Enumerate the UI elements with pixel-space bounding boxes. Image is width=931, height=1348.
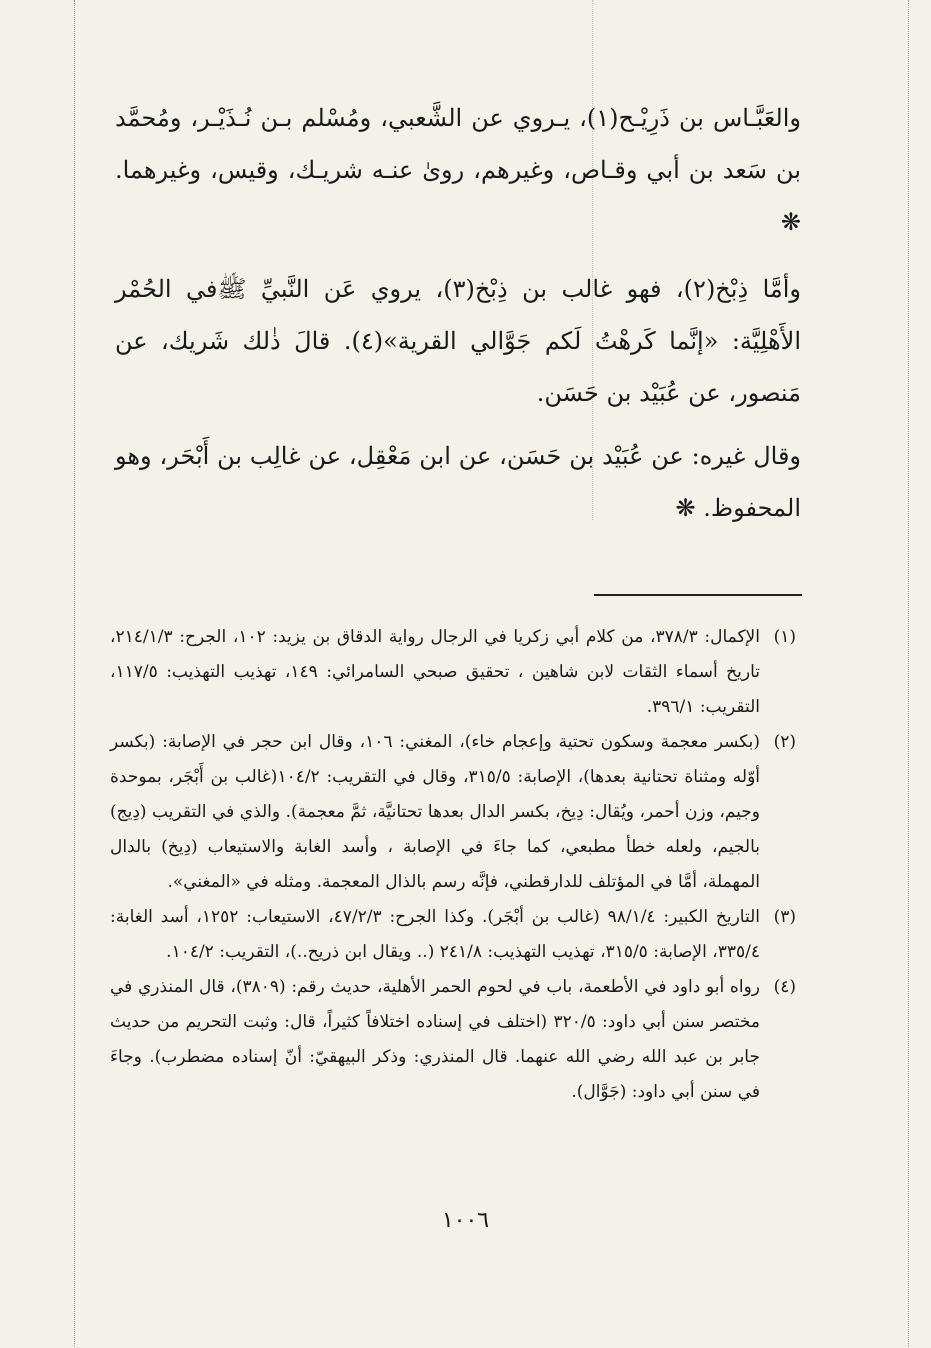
footnote-text: (بكسر معجمة وسكون تحتية وإعجام خاء)، المغني: ١٠٦، وقال ابن حجر في الإصابة: (بكسر أوّله ومثناة تحتانية بعدها)، الإصابة: ٣١٥/٥، وقال في التقريب: ١٠٤/٢(غالب بن أَبْجَر، بموحدة وجيم، وزن أحمر، ويُقال: دِيخ، بكسر الدال بعدها تحتانيَّة، ثمَّ معجمة). والذي في التقريب (دِيج) بالجيم، ولعله خطأ مطبعي، كما جاءَ في الإصابة ، وأسد الغابة والاستيعاب (دِيخ) بالدال المهملة، أمَّا في المؤتلف للدارقطني، فإنَّه رسم بالذال المعجمة. ومثله في «المغني». <box>110 732 761 892</box>
footnote-4 <box>110 970 796 1110</box>
page-number: ١٠٠٦ <box>441 1208 490 1233</box>
footnote-text: التاريخ الكبير: ٩٨/١/٤ (غالب بن أبْجَر). وكذا الجرح: ٤٧/٢/٣، الاستيعاب: ١٢٥٢، أسد الغابة: ٣٣٥/٤، الإصابة: ٣١٥/٥، تهذيب التهذيب: ٢٤١/٨ (.. ويقال ابن ذريح..)، التقريب: ١٠٤/٢. <box>110 907 761 962</box>
main-paragraph-3 <box>115 430 801 534</box>
main-paragraph-1 <box>115 92 801 248</box>
scan-edge-right <box>908 0 909 1348</box>
footnote-3 <box>110 900 796 970</box>
footnote-text: رواه أبو داود في الأطعمة، باب في لحوم الحمر الأهلية، حديث رقم: (٣٨٠٩)، قال المنذري في مختصر سنن أبي داود: ٣٢٠/٥ (اختلف في إسناده اختلافاً كثيراً، قال: وثبت التحريم من حديث جابر بن عبد الله رضي الله عنهما. قال المنذري: وذكر البيهقيّ: أنّ إسناده مضطرب). وجاءَ في سنن أبي داود: (جَوَّال). <box>110 977 761 1102</box>
scan-edge-left <box>74 0 75 1348</box>
paragraph-text: والعَبَّـاس بن ذَرِيْـح(١)، يـروي عن الشَّعبي، ومُسْلم بـن نُـذَيْـر، ومُحمَّد بن سَعد بن أبي وقـاص، وغيرهم، روىٰ عنـه شريـك، وقيس، وغيرهما. ❋ <box>115 104 801 236</box>
footnote-2 <box>110 725 796 900</box>
footnote-text: الإكمال: ٣٧٨/٣، من كلام أبي زكريا في الرجال رواية الدقاق بن يزيد: ١٠٢، الجرح: ٢١٤/١/٣، تاريخ أسماء الثقات لابن شاهين ، تحقيق صبحي السامرائي: ١٤٩، تهذيب التهذيب: ١١٧/٥، التقريب: ٣٩٦/١. <box>110 627 760 717</box>
footnote-number: (٢) <box>773 732 796 752</box>
paragraph-text: وأمَّا ذِبْخ(٢)، فهو غالب بن ذِبْخ(٣)، يروي عَن النَّبيِّ ﷺفي الحُمْر الأَهْلِيَّة: «إنَّما كَرهْتُ لَكم جَوَّالي القرية»(٤). قالَ ذٰلك شَريك، عن مَنصور، عن عُبَيْد بن حَسَن. <box>115 275 801 407</box>
footnote-number: (٤) <box>773 977 796 997</box>
footnote-number: (١) <box>773 627 796 647</box>
footnote-1 <box>110 620 796 725</box>
paragraph-text: وقال غيره: عن عُبَيْد بن حَسَن، عن ابن مَعْقِل، عن غالِب بن أَبْحَر، وهو المحفوظ. ❋ <box>115 442 801 522</box>
footnote-number: (٣) <box>773 907 796 927</box>
footnotes <box>110 620 796 1110</box>
main-paragraph-2 <box>115 263 801 419</box>
footnote-separator <box>594 594 802 596</box>
